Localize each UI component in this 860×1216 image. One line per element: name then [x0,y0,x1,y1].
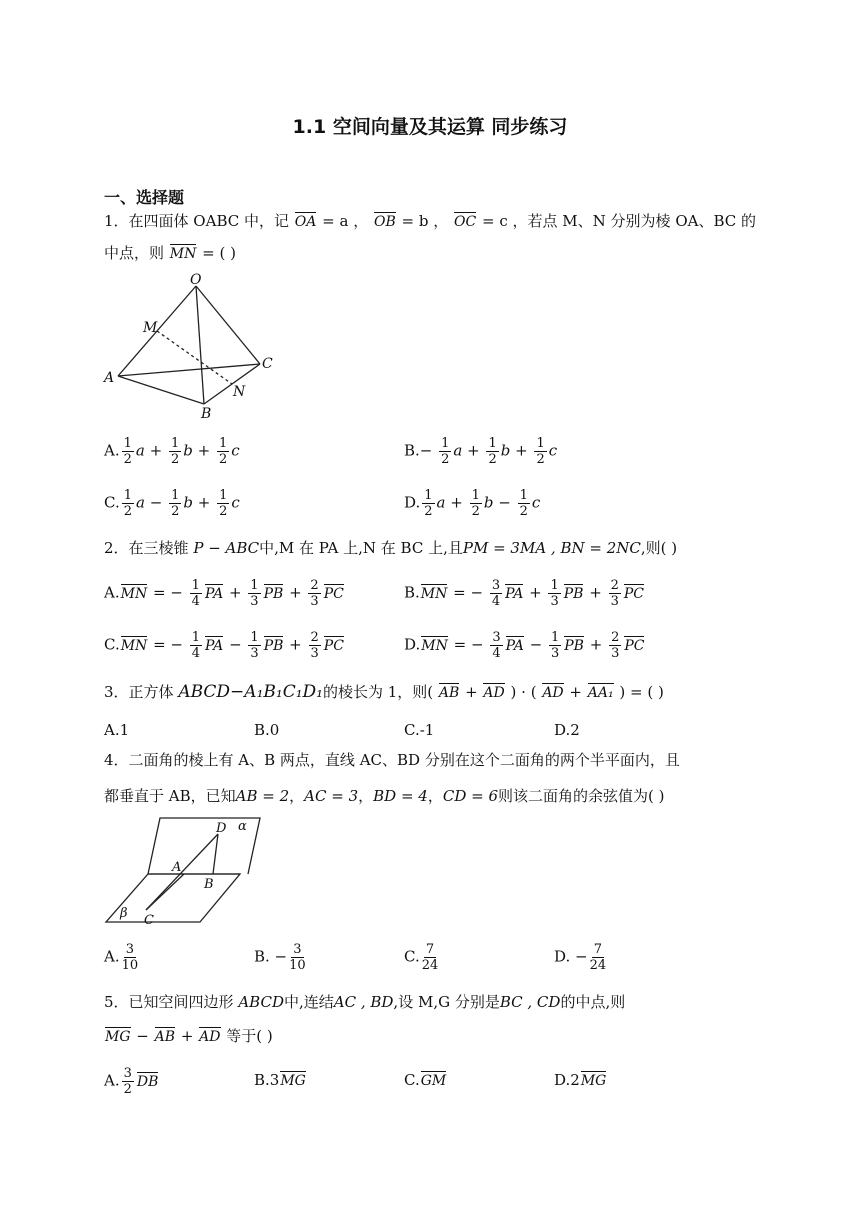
q5-text-c: ,设 M,G 分别是 [393,993,500,1011]
q3-text-a: 3．正方体 [104,683,174,701]
q5-line1 [104,992,625,1012]
label-m: M [143,320,158,336]
q5-line2: MG − AB + AD 等于( ) [105,1027,273,1045]
frac-den: 24 [589,958,607,973]
q4-line1: 4．二面角的棱上有 A、B 两点，直线 AC、BD 分别在这个二面角的两个半平面内，且 [104,751,680,769]
q4-text-a: 都垂直于 AB，已知 [104,787,236,805]
q1-option-a[interactable]: A. $\frac{1}{2}$ a + $\frac{1}{2}$ b + $\frac{1}{2}$ c [104,436,240,467]
q3-tail: = ( ) [630,683,664,701]
label-n: N [233,384,246,400]
q1-vec-oa: OA [294,214,317,230]
label-c: C [262,356,273,372]
q1-text: 1．在四面体 OABC 中，记 [104,212,289,230]
option-label: B. [404,583,420,602]
q1-line1 [104,211,756,231]
q2-option-a[interactable]: A.MN = − $\frac{1}{4}$ PA + $\frac{1}{3}$ PB + $\frac{2}{3}$ PC [104,578,344,609]
option-label: A. [104,441,120,460]
option-label: A. [104,583,120,602]
segment-cd [146,834,218,910]
q4-line2: 都垂直于 AB，已知AB = 2，AC = 3，BD = 4，CD = 6则该二面角的余弦值为( ) [104,787,665,805]
q1-eq-c: = c ，若点 M、N 分别为棱 OA、BC 的 [482,212,757,230]
label-b: B [204,877,214,892]
q5-text-d: 的中点,则 [560,993,626,1011]
option-coef: 2 [570,1071,580,1089]
q4-bd: BD = 4 [373,787,428,805]
option-label: B. − [254,947,288,966]
q1-vec-mn: MN [169,246,197,262]
q3-stem: 3．正方体 ABCD−A₁B₁C₁D₁的棱长为 1，则( AB + AD ) · ( AD + AA₁ ) = ( ) [104,682,664,702]
q4-option-c[interactable] [404,942,440,973]
edge-ab [118,376,204,404]
q5-option-a[interactable] [104,1066,159,1097]
q5-option-c[interactable] [404,1070,447,1090]
option-label: C. [404,1071,420,1089]
q1-line2 [104,243,236,263]
frac-num: 7 [425,942,435,957]
q4-option-d[interactable] [554,942,608,973]
q5-text-b: 中,连结 [283,993,334,1011]
option-label: D. − [554,947,588,966]
option-label: B. [404,441,420,460]
q4-ab: AB = 2 [235,787,290,805]
q4-option-b[interactable] [254,942,308,973]
frac-num: 7 [593,942,603,957]
option-label: C. [404,947,420,966]
option-vector: MG [580,1073,607,1089]
q5-option-d[interactable] [554,1070,607,1090]
q2-text-c: ,则( ) [640,539,678,557]
q5-bc-cd: BC , CD [499,993,561,1011]
label-b: B [201,406,212,422]
q2-cond: PM = 3MA , BN = 2NC [462,539,641,557]
option-label: D. [404,493,421,512]
label-o: O [190,272,202,288]
option-vector: GM [420,1073,447,1089]
frac-den: 2 [123,1082,132,1097]
edge-ac [118,364,260,376]
q2-option-b[interactable]: B.MN = − $\frac{3}{4}$ PA + $\frac{1}{3}$ PB + $\frac{2}{3}$ PC [404,578,645,609]
dihedral-figure [100,814,270,926]
q3-text-b: 的棱长为 1，则 [322,683,428,701]
q5-option-b[interactable] [254,1070,307,1090]
q4-cd: CD = 6 [442,787,499,805]
label-beta: β [120,906,128,921]
segment-bd [213,834,218,874]
q1-option-d[interactable]: D. $\frac{1}{2}$ a + $\frac{1}{2}$ b − $\frac{1}{2}$ c [404,488,541,519]
page-title: 1.1 空间向量及其运算 同步练习 [292,116,568,138]
q1-vec-ob: OB [374,214,396,230]
frac-num: 3 [123,1066,132,1081]
segment-mn [157,331,232,384]
q1-eq-b: = b ， [401,212,449,230]
option-vector: DB [136,1073,159,1090]
label-alpha: α [238,819,247,834]
section-heading: 一、选择题 [104,188,185,207]
tetrahedron-figure [100,272,290,422]
q3-option-b[interactable]: B.0 [254,721,280,739]
option-label: A. [104,1071,120,1090]
edge-ob [196,286,204,404]
q1-option-b[interactable]: B.− $\frac{1}{2}$ a + $\frac{1}{2}$ b + $\frac{1}{2}$ c [404,436,558,467]
q5-ac-bd: AC , BD [333,993,394,1011]
q2-stem [104,538,677,558]
q5-text-a: 5．已知空间四边形 [104,993,234,1011]
q2-pabc: P − ABC [193,539,260,557]
option-label: C. [104,493,120,512]
q2-text-b: 中,M 在 PA 上,N 在 BC 上,且 [259,539,463,557]
q2-text-a: 2．在三棱锥 [104,539,189,557]
q5-abcd: ABCD [238,993,284,1011]
q1-text2: 中点，则 [104,244,165,262]
q3-option-a[interactable]: A.1 [104,721,130,739]
label-d: D [216,821,227,836]
frac-num: 3 [293,942,302,957]
q3-option-c[interactable]: C.-1 [404,721,435,739]
q1-option-c[interactable]: C. $\frac{1}{2}$ a − $\frac{1}{2}$ b + $\frac{1}{2}$ c [104,488,240,519]
q4-ac: AC = 3 [304,787,359,805]
q5-text-e: 等于( ) [226,1027,273,1045]
frac-den: 24 [421,958,439,973]
q2-option-d[interactable]: D.MN = − $\frac{3}{4}$ PA − $\frac{1}{3}$ PB + $\frac{2}{3}$ PC [404,630,645,661]
q4-option-a[interactable] [104,942,140,973]
q1-vec-oc: OC [454,214,477,230]
edge-oc [196,286,260,364]
option-coef: 3 [269,1071,280,1089]
label-a: A [104,370,115,386]
q1-eq-a: = a ， [322,212,369,230]
frac-den: 10 [121,958,139,973]
option-label: A. [104,947,120,966]
segment-ac [146,874,184,910]
label-c: C [144,913,154,926]
option-label: D. [404,635,421,654]
option-vector: MG [280,1073,306,1089]
frac-num: 3 [125,942,135,957]
q4-text-b: 则该二面角的余弦值为( ) [498,787,665,805]
q2-option-c[interactable]: C.MN = − $\frac{1}{4}$ PA − $\frac{1}{3}$ PB + $\frac{2}{3}$ PC [104,630,344,661]
q3-cube: ABCD−A₁B₁C₁D₁ [178,682,323,702]
option-label: D. [554,1071,571,1089]
option-label: B. [254,1071,270,1089]
q1-tail: = ( ) [202,244,236,262]
label-a: A [172,860,182,875]
q3-option-d[interactable]: D.2 [554,721,580,739]
option-label: C. [104,635,120,654]
frac-den: 10 [289,958,306,973]
